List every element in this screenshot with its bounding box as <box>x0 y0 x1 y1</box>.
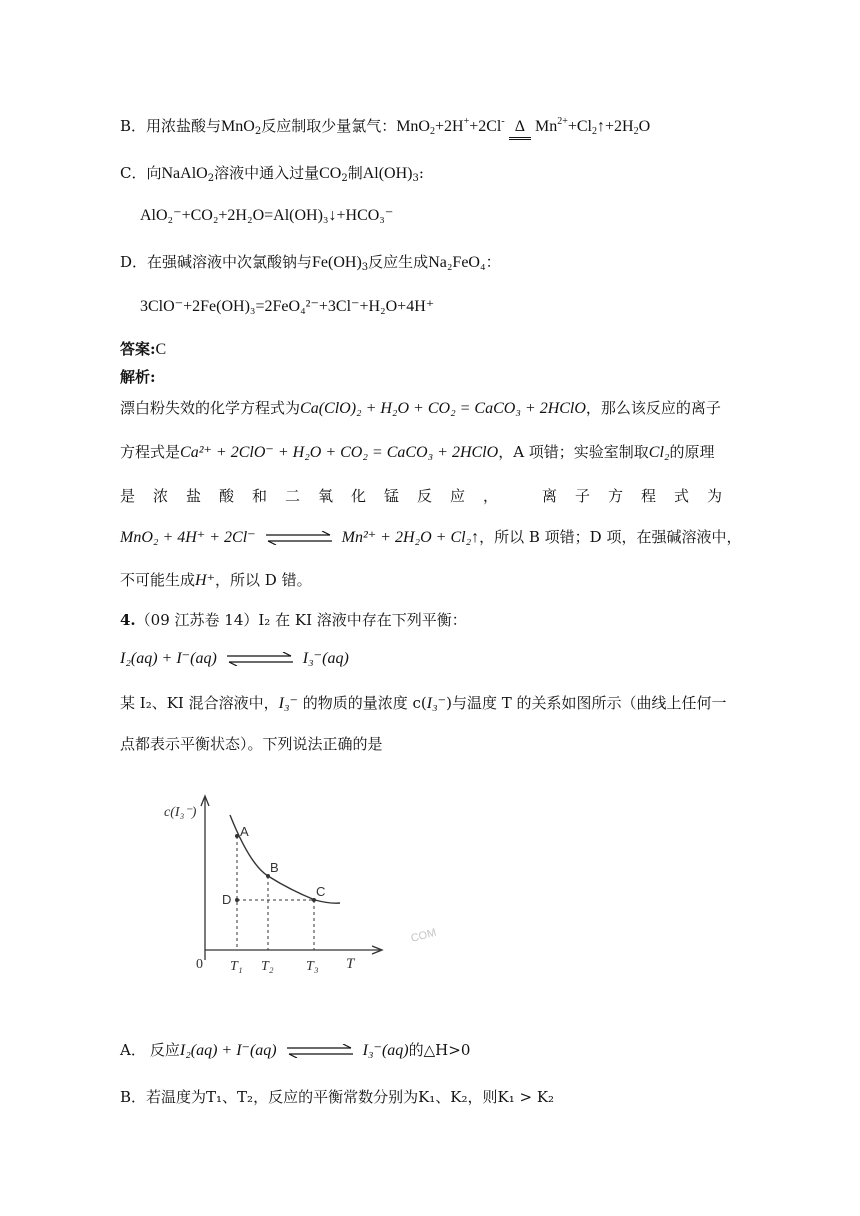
option-d-prev <box>120 252 501 273</box>
equation-left: I₂(aq) + I⁻(aq) <box>120 650 217 667</box>
text: 离子方程式为 <box>541 487 740 505</box>
y-axis-label: c(I₃⁻) <box>164 805 197 820</box>
subscript: 2 <box>429 126 435 137</box>
equation: Ca²⁺ + 2ClO⁻ + H₂O + CO₂ = CaCO₃ + 2HClO <box>180 444 499 461</box>
option-label: B．用浓盐酸与 <box>120 117 222 135</box>
option-b-prev <box>120 116 650 140</box>
equation-right: Mn²⁺ + 2H₂O + Cl₂↑ <box>341 529 480 546</box>
q4-stem-2: 点都表示平衡状态）。下列说法正确的是 <box>120 735 383 753</box>
q4-header <box>120 610 467 630</box>
eq-part: MnO <box>396 118 430 135</box>
tick-t1: T₁ <box>230 959 243 974</box>
subscript: 2 <box>592 126 597 137</box>
option-d-equation: 3ClO⁻+2Fe(OH)₃=2FeO₄²⁻+3Cl⁻+H₂O+4H⁺ <box>140 298 435 315</box>
option-c-prev <box>120 163 424 184</box>
equilibrium-arrow-icon <box>285 1044 355 1058</box>
option-label: A． <box>120 1041 146 1059</box>
eq-part: +Cl <box>567 118 592 135</box>
text: 的△H>0 <box>408 1041 471 1059</box>
formula: I₃⁻ <box>426 695 447 712</box>
text: : <box>418 164 424 182</box>
eq-part: +2Cl <box>469 118 502 135</box>
answer-value: C <box>155 341 167 358</box>
option-label: B． <box>120 1088 147 1106</box>
text: 制 <box>347 164 363 182</box>
delta-condition: Δ <box>509 117 531 140</box>
analysis-label: 解析: <box>120 368 156 386</box>
text: 不可能生成 <box>120 571 196 589</box>
option-label: D．在强碱溶液中次氯酸钠与 <box>120 253 313 271</box>
answer <box>120 339 166 360</box>
text: 的物质的量浓度 c( <box>297 694 427 712</box>
option-c-equation: AlO₂⁻+CO₂+2H₂O=Al(OH)₃↓+HCO₃⁻ <box>140 207 394 224</box>
point-a <box>235 834 239 838</box>
superscript: 2+ <box>557 116 568 127</box>
formula: Cl₂ <box>648 444 670 461</box>
subscript: 2 <box>633 126 639 137</box>
equation-left: MnO₂ + 4H⁺ + 2Cl⁻ <box>120 529 256 546</box>
eq-part: +2H <box>434 118 464 135</box>
origin-label: 0 <box>196 957 203 972</box>
subscript: 3 <box>412 173 419 184</box>
text: 反应 <box>149 1041 180 1059</box>
formula: CO <box>319 165 342 182</box>
formula: I₃⁻ <box>278 695 298 712</box>
analysis-line-4 <box>120 527 741 548</box>
text: ，所以 D 错。 <box>215 571 312 589</box>
tick-t2: T₂ <box>261 959 274 974</box>
formula: Al(OH) <box>362 165 413 182</box>
equation-left: I₂(aq) + I⁻(aq) <box>179 1042 277 1059</box>
option-a <box>120 1040 470 1061</box>
formula: Fe(OH) <box>312 254 362 271</box>
option-b <box>120 1087 554 1107</box>
formula: H⁺ <box>195 572 216 589</box>
concentration-temperature-graph <box>150 790 450 980</box>
text: ，那么该反应的离子 <box>585 399 721 417</box>
subscript: 2 <box>341 173 348 184</box>
option-label: C．向 <box>120 164 162 182</box>
equation-right: I₃⁻(aq) <box>362 1042 409 1059</box>
answer-label: 答案: <box>120 340 156 358</box>
text: )与温度 T 的关系如图所示（曲线上任何一 <box>446 694 727 712</box>
subscript: 3 <box>361 262 369 273</box>
formula: MnO <box>221 118 255 135</box>
tick-t3: T₃ <box>306 959 319 974</box>
equilibrium-arrow-icon <box>264 531 334 545</box>
equation: Ca(ClO)₂ + H₂O + CO₂ = CaCO₃ + 2HClO <box>300 400 586 417</box>
equation-right: I₃⁻(aq) <box>302 650 349 667</box>
point-b-label: B <box>270 860 279 875</box>
x-axis-label: T <box>346 956 355 972</box>
text: 方程式是 <box>120 443 181 461</box>
superscript: + <box>463 116 470 127</box>
analysis-line-3 <box>120 486 740 506</box>
subscript: 2 <box>207 173 215 184</box>
point-a-label: A <box>240 824 249 839</box>
text: 是浓盐酸和二氧化锰反应， <box>120 487 517 505</box>
text: ： <box>485 253 501 271</box>
superscript: - <box>501 116 505 127</box>
up-arrow: ↑ <box>597 118 605 135</box>
q4-equilibrium <box>120 648 349 669</box>
equilibrium-arrow-icon <box>225 652 295 666</box>
formula: NaAlO <box>161 165 208 182</box>
point-d-label: D <box>222 892 232 907</box>
analysis-line-5 <box>120 570 312 591</box>
text: ，A 项错；实验室制取 <box>498 443 649 461</box>
point-c-label: C <box>316 884 326 899</box>
equation <box>396 118 650 135</box>
text: 反应制取少量氯气： <box>261 117 397 135</box>
q4-stem-1 <box>120 693 727 714</box>
analysis-line-2 <box>120 442 715 463</box>
text: 漂白粉失效的化学方程式为 <box>120 399 301 417</box>
eq-part: +2H <box>605 118 634 135</box>
formula: Na₂FeO₄ <box>428 254 486 271</box>
watermark: COM <box>409 926 438 945</box>
question-source: （09 江苏卷 14）I₂ 在 KI 溶液中存在下列平衡： <box>135 611 467 629</box>
analysis-line-1 <box>120 398 721 419</box>
text: 的原理 <box>669 443 715 461</box>
point-d <box>235 898 239 902</box>
eq-part: Mn <box>534 118 558 135</box>
question-number: 4. <box>120 611 136 629</box>
text: ，所以 B 项错；D 项，在强碱溶液中， <box>479 528 742 546</box>
text: 溶液中通入过量 <box>214 164 320 182</box>
eq-part: O <box>638 118 651 135</box>
subscript: 2 <box>254 126 262 137</box>
text: 若温度为T₁、T₂，反应的平衡常数分别为K₁、K₂，则K₁ > K₂ <box>146 1088 555 1106</box>
text: 某 I₂、KI 混合溶液中， <box>120 694 279 712</box>
text: 反应生成 <box>368 253 429 271</box>
